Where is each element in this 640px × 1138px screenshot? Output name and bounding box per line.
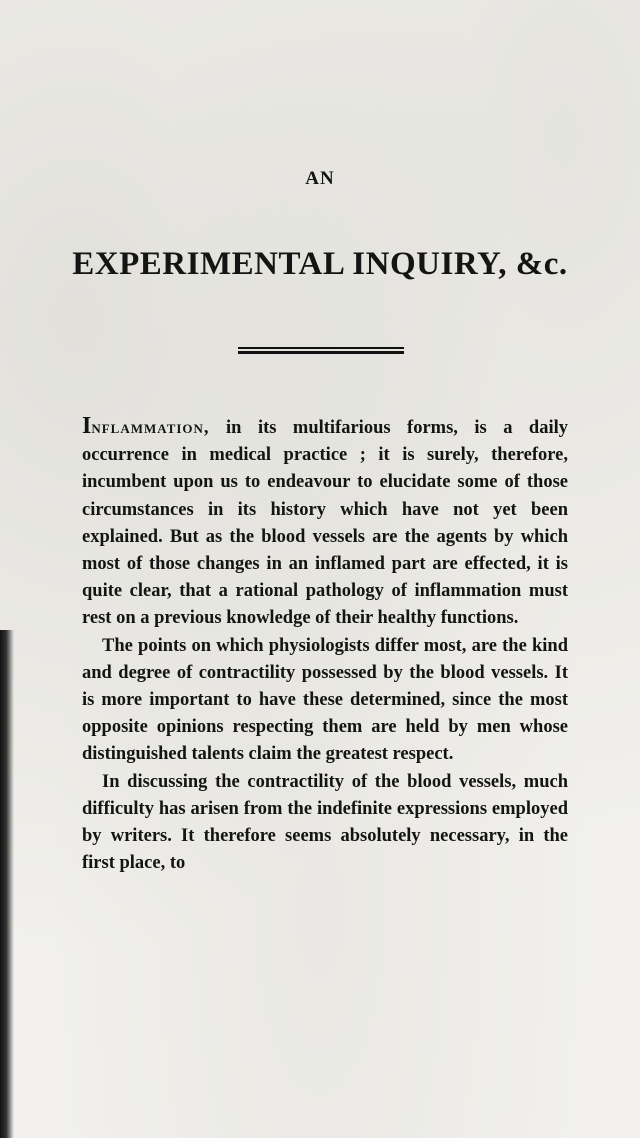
page-edge-shadow xyxy=(0,630,14,1138)
paragraph-1-text: in its multifarious forms, is a daily occurrence in medical practice ; it is surely, therefore, incumbent upon us to endeavour to elucidate some of those circumstances in its history which have not yet been explained. But as the blood vessels are the agents by which most of those changes in an inflamed part are effected, it is quite clear, that a rational pathology of inflammation must rest on a previous knowledge of their healthy functions. xyxy=(82,418,568,629)
body-text xyxy=(82,413,568,877)
drop-cap: I xyxy=(82,413,92,439)
decorative-rule xyxy=(238,347,404,354)
lead-word: nflammation, xyxy=(91,418,210,438)
paragraph-1 xyxy=(82,413,568,633)
paragraph-2: The points on which physiologists differ most, are the kind and degree of contractility possessed by the blood vessels. It is more important to have these determined, since the most opposite opinions respecting them are held by men whose distinguished talents claim the greatest respect. xyxy=(82,635,568,765)
heading-an: AN xyxy=(305,168,335,189)
paragraph-3: In discussing the contractility of the blood vessels, much difficulty has arisen from the indefinite expressions employed by writers. It therefore seems absolutely necessary, in the first place, to xyxy=(82,771,568,874)
page-title: EXPERIMENTAL INQUIRY, &c. xyxy=(72,246,568,282)
